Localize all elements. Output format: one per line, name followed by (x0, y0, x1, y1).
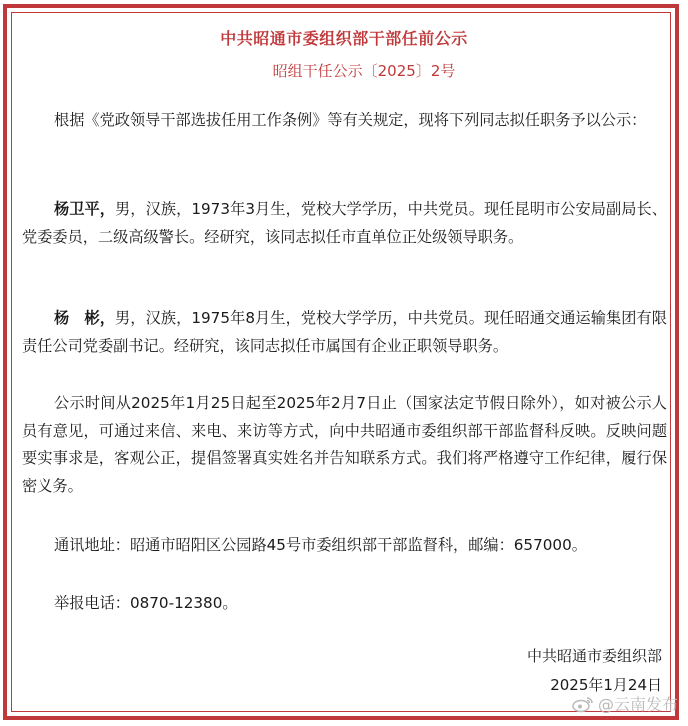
watermark (572, 692, 678, 715)
candidate-2-paragraph (22, 305, 667, 360)
document-title: 中共昭通市委组织部干部任前公示 (220, 29, 468, 48)
address-line: 通讯地址：昭通市昭阳区公园路45号市委组织部干部监督科，邮编：657000。 (54, 536, 587, 554)
candidate-2-details: 男，汉族，1975年8月生，党校大学学历，中共党员。现任昭通交通运输集团有限责任公司党委副书记。经研究，该同志拟任市属国有企业正职领导职务。 (22, 309, 667, 355)
intro-paragraph: 根据《党政领导干部选拔任用工作条例》等有关规定，现将下列同志拟任职务予以公示： (54, 111, 647, 129)
candidate-1-details: 男，汉族，1973年3月生，党校大学学历，中共党员。现任昆明市公安局副局长、党委委员，二级高级警长。经研究，该同志拟任市直单位正处级领导职务。 (22, 200, 667, 246)
signature-org: 中共昭通市委组织部 (526, 647, 662, 665)
hotline-line: 举报电话：0870-12380。 (54, 594, 238, 612)
notice-period-paragraph: 公示时间从2025年1月25日起至2025年2月7日止（国家法定节假日除外），如对被公示人员有意见，可通过来信、来电、来访等方式，向中共昭通市委组织部干部监督科反映。反映问题要实事求是，客观公正，提倡签署真实姓名并告知联系方式。我们将严格遵守工作纪律，履行保密义务。 (22, 394, 667, 495)
watermark-text: @云南发布 (597, 695, 678, 714)
signature-date: 2025年1月24日 (550, 676, 662, 694)
candidate-1-paragraph (22, 196, 667, 251)
candidate-1-name: 杨卫平， (54, 200, 116, 218)
document-number: 昭组干任公示〔2025〕2号 (272, 62, 456, 80)
weibo-icon (572, 695, 594, 713)
candidate-2-name: 杨 彬， (54, 309, 116, 327)
